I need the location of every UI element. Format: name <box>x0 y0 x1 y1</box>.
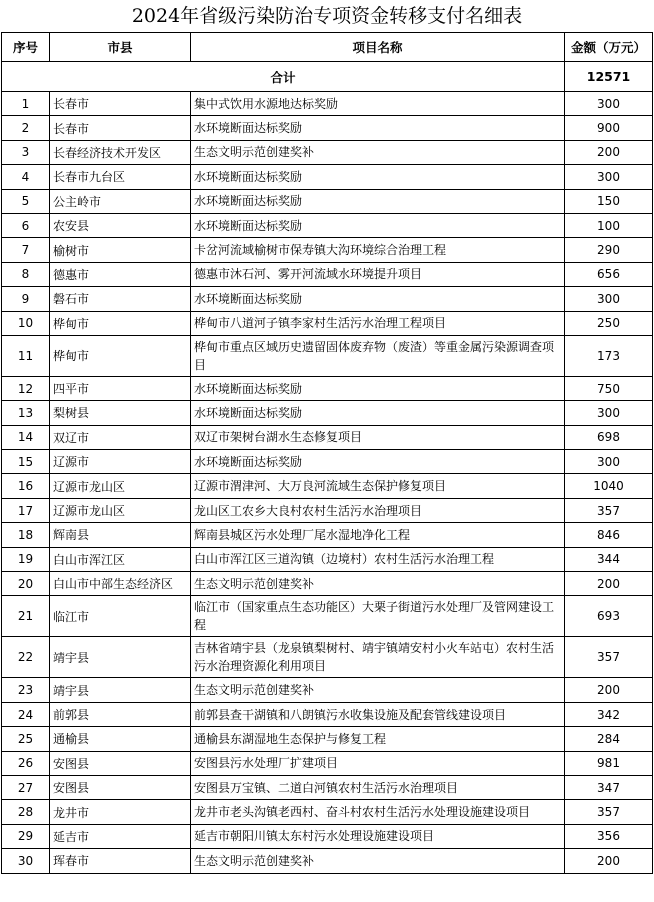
row-amount: 284 <box>565 727 653 751</box>
row-index: 8 <box>2 262 50 286</box>
row-county: 梨树县 <box>50 401 191 425</box>
row-amount: 357 <box>565 800 653 824</box>
row-project: 辽源市渭津河、大万良河流域生态保护修复项目 <box>191 474 565 498</box>
row-project: 安图县万宝镇、二道白河镇农村生活污水治理项目 <box>191 775 565 799</box>
row-index: 25 <box>2 727 50 751</box>
table-row <box>2 849 653 873</box>
row-index: 15 <box>2 450 50 474</box>
row-project: 桦甸市八道河子镇李家村生活污水治理工程项目 <box>191 311 565 335</box>
row-amount: 173 <box>565 335 653 376</box>
table-row <box>2 800 653 824</box>
row-amount: 347 <box>565 775 653 799</box>
row-amount: 100 <box>565 213 653 237</box>
row-project: 水环境断面达标奖励 <box>191 376 565 400</box>
row-index: 5 <box>2 189 50 213</box>
row-index: 24 <box>2 702 50 726</box>
row-county: 长春经济技术开发区 <box>50 140 191 164</box>
row-amount: 357 <box>565 637 653 678</box>
row-index: 1 <box>2 92 50 116</box>
row-amount: 846 <box>565 523 653 547</box>
row-index: 3 <box>2 140 50 164</box>
table-row <box>2 238 653 262</box>
table-row <box>2 189 653 213</box>
row-county: 德惠市 <box>50 262 191 286</box>
row-index: 14 <box>2 425 50 449</box>
row-project: 吉林省靖宇县（龙泉镇梨树村、靖宇镇靖安村小火车站屯）农村生活污水治理资源化利用项目 <box>191 637 565 678</box>
row-index: 23 <box>2 678 50 702</box>
row-index: 26 <box>2 751 50 775</box>
row-index: 16 <box>2 474 50 498</box>
row-amount: 698 <box>565 425 653 449</box>
row-project: 水环境断面达标奖励 <box>191 189 565 213</box>
table-row <box>2 637 653 678</box>
row-county: 通榆县 <box>50 727 191 751</box>
row-amount: 356 <box>565 824 653 848</box>
table-row <box>2 425 653 449</box>
row-county: 临江市 <box>50 596 191 637</box>
row-project: 水环境断面达标奖励 <box>191 165 565 189</box>
fund-table <box>1 32 653 874</box>
row-index: 17 <box>2 498 50 522</box>
row-project: 通榆县东湖湿地生态保护与修复工程 <box>191 727 565 751</box>
row-county: 靖宇县 <box>50 637 191 678</box>
table-row <box>2 262 653 286</box>
row-project: 生态文明示范创建奖补 <box>191 572 565 596</box>
row-index: 28 <box>2 800 50 824</box>
table-row <box>2 376 653 400</box>
row-index: 22 <box>2 637 50 678</box>
row-project: 生态文明示范创建奖补 <box>191 678 565 702</box>
row-index: 12 <box>2 376 50 400</box>
row-project: 水环境断面达标奖励 <box>191 450 565 474</box>
row-project: 前郭县查干湖镇和八朗镇污水收集设施及配套管线建设项目 <box>191 702 565 726</box>
row-amount: 981 <box>565 751 653 775</box>
row-amount: 1040 <box>565 474 653 498</box>
table-row <box>2 596 653 637</box>
total-label: 合计 <box>2 62 565 92</box>
table-row <box>2 450 653 474</box>
row-county: 龙井市 <box>50 800 191 824</box>
row-project: 水环境断面达标奖励 <box>191 116 565 140</box>
row-project: 桦甸市重点区域历史遗留固体废弃物（废渣）等重金属污染源调查项目 <box>191 335 565 376</box>
table-row <box>2 92 653 116</box>
table-row <box>2 213 653 237</box>
table-row <box>2 702 653 726</box>
row-county: 延吉市 <box>50 824 191 848</box>
row-county: 桦甸市 <box>50 311 191 335</box>
row-index: 13 <box>2 401 50 425</box>
row-project: 卡岔河流域榆树市保寿镇大沟环境综合治理工程 <box>191 238 565 262</box>
row-amount: 693 <box>565 596 653 637</box>
row-county: 白山市中部生态经济区 <box>50 572 191 596</box>
row-amount: 342 <box>565 702 653 726</box>
table-row <box>2 572 653 596</box>
row-index: 7 <box>2 238 50 262</box>
table-row <box>2 547 653 571</box>
row-project: 白山市浑江区三道沟镇（边境村）农村生活污水治理工程 <box>191 547 565 571</box>
row-county: 安图县 <box>50 775 191 799</box>
row-county: 前郭县 <box>50 702 191 726</box>
row-county: 辽源市龙山区 <box>50 498 191 522</box>
row-project: 水环境断面达标奖励 <box>191 401 565 425</box>
row-index: 10 <box>2 311 50 335</box>
table-row <box>2 498 653 522</box>
row-county: 磐石市 <box>50 287 191 311</box>
row-index: 18 <box>2 523 50 547</box>
header-index: 序号 <box>2 33 50 62</box>
row-amount: 357 <box>565 498 653 522</box>
table-row <box>2 775 653 799</box>
table-row <box>2 523 653 547</box>
table-row <box>2 116 653 140</box>
row-project: 临江市（国家重点生态功能区）大栗子街道污水处理厂及管网建设工程 <box>191 596 565 637</box>
total-row <box>2 62 653 92</box>
table-row <box>2 751 653 775</box>
row-index: 2 <box>2 116 50 140</box>
table-row <box>2 287 653 311</box>
row-index: 29 <box>2 824 50 848</box>
row-index: 30 <box>2 849 50 873</box>
row-index: 21 <box>2 596 50 637</box>
row-county: 桦甸市 <box>50 335 191 376</box>
row-project: 延吉市朝阳川镇太东村污水处理设施建设项目 <box>191 824 565 848</box>
row-amount: 750 <box>565 376 653 400</box>
row-county: 白山市浑江区 <box>50 547 191 571</box>
row-project: 龙井市老头沟镇老西村、奋斗村农村生活污水处理设施建设项目 <box>191 800 565 824</box>
row-amount: 300 <box>565 287 653 311</box>
row-amount: 200 <box>565 849 653 873</box>
row-amount: 200 <box>565 140 653 164</box>
table-row <box>2 165 653 189</box>
row-project: 生态文明示范创建奖补 <box>191 140 565 164</box>
row-amount: 150 <box>565 189 653 213</box>
header-row <box>2 33 653 62</box>
table-row <box>2 401 653 425</box>
row-project: 德惠市沐石河、雾开河流域水环境提升项目 <box>191 262 565 286</box>
row-county: 珲春市 <box>50 849 191 873</box>
row-county: 辽源市龙山区 <box>50 474 191 498</box>
row-amount: 344 <box>565 547 653 571</box>
row-amount: 300 <box>565 165 653 189</box>
row-project: 安图县污水处理厂扩建项目 <box>191 751 565 775</box>
total-amount: 12571 <box>565 62 653 92</box>
table-row <box>2 311 653 335</box>
row-project: 水环境断面达标奖励 <box>191 213 565 237</box>
table-row <box>2 678 653 702</box>
row-county: 长春市九台区 <box>50 165 191 189</box>
table-row <box>2 335 653 376</box>
table-row <box>2 727 653 751</box>
header-project: 项目名称 <box>191 33 565 62</box>
row-index: 11 <box>2 335 50 376</box>
row-amount: 200 <box>565 572 653 596</box>
header-amount: 金额（万元） <box>565 33 653 62</box>
row-amount: 656 <box>565 262 653 286</box>
row-index: 4 <box>2 165 50 189</box>
row-project: 龙山区工农乡大良村农村生活污水治理项目 <box>191 498 565 522</box>
row-project: 生态文明示范创建奖补 <box>191 849 565 873</box>
table-row <box>2 824 653 848</box>
header-county: 市县 <box>50 33 191 62</box>
row-county: 农安县 <box>50 213 191 237</box>
row-county: 公主岭市 <box>50 189 191 213</box>
row-amount: 250 <box>565 311 653 335</box>
row-county: 榆树市 <box>50 238 191 262</box>
row-index: 6 <box>2 213 50 237</box>
row-amount: 200 <box>565 678 653 702</box>
table-row <box>2 474 653 498</box>
row-county: 四平市 <box>50 376 191 400</box>
table-title: 2024年省级污染防治专项资金转移支付名细表 <box>131 5 523 27</box>
row-county: 靖宇县 <box>50 678 191 702</box>
row-amount: 290 <box>565 238 653 262</box>
row-county: 辽源市 <box>50 450 191 474</box>
row-county: 双辽市 <box>50 425 191 449</box>
row-index: 19 <box>2 547 50 571</box>
row-project: 水环境断面达标奖励 <box>191 287 565 311</box>
row-index: 27 <box>2 775 50 799</box>
row-amount: 300 <box>565 450 653 474</box>
row-county: 长春市 <box>50 92 191 116</box>
row-amount: 300 <box>565 92 653 116</box>
row-county: 长春市 <box>50 116 191 140</box>
row-amount: 900 <box>565 116 653 140</box>
row-index: 20 <box>2 572 50 596</box>
row-project: 辉南县城区污水处理厂尾水湿地净化工程 <box>191 523 565 547</box>
table-row <box>2 140 653 164</box>
row-amount: 300 <box>565 401 653 425</box>
row-county: 辉南县 <box>50 523 191 547</box>
row-project: 集中式饮用水源地达标奖励 <box>191 92 565 116</box>
row-project: 双辽市架树台湖水生态修复项目 <box>191 425 565 449</box>
row-county: 安图县 <box>50 751 191 775</box>
row-index: 9 <box>2 287 50 311</box>
